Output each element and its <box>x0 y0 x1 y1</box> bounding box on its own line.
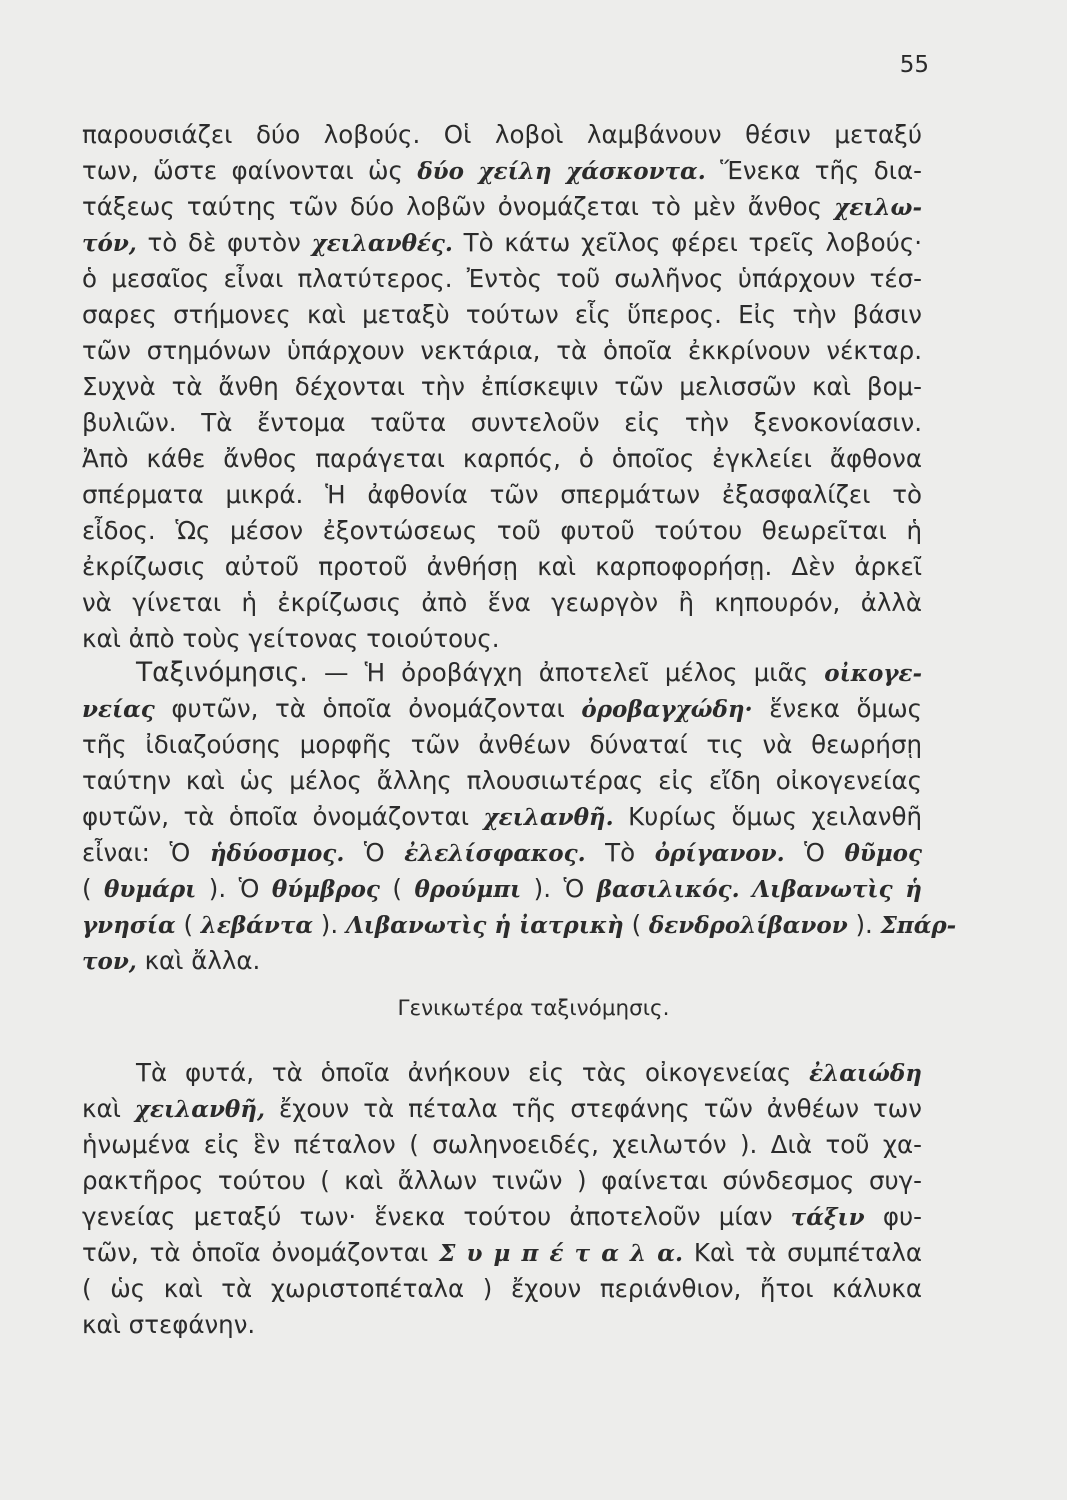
emphasized-term: Λιβανωτὶς ἡ <box>752 876 922 903</box>
emphasized-term: Σ υ μ π έ τ α λ α. <box>439 1240 684 1267</box>
text-line <box>82 1235 922 1272</box>
emphasized-term: θρούμπι <box>414 876 522 903</box>
text-line <box>82 1307 922 1343</box>
text-run: φυτῶν, τὰ ὁποῖα ὀνομάζονται <box>154 694 582 723</box>
text-run: σπέρματα μικρά. Ἡ ἀφθονία τῶν σπερμάτων ἐξασφαλίζει τὸ <box>82 480 922 509</box>
text-run: Ὁ <box>344 838 405 867</box>
text-line <box>82 477 922 513</box>
text-line <box>82 1163 922 1199</box>
text-line <box>82 441 922 477</box>
text-run: Τὰ φυτά, τὰ ὁποῖα ἀνήκουν εἰς τὰς οἰκογενείας <box>136 1058 810 1087</box>
emphasized-term: τον, <box>82 948 137 975</box>
text-run: ( <box>175 910 201 939</box>
text-line <box>82 549 922 585</box>
emphasized-term: λεβάντα <box>200 912 314 939</box>
emphasized-term: δύο χείλη χάσκοντα. <box>417 158 706 185</box>
emphasized-term: χειλανθῆ. <box>483 804 614 831</box>
text-line <box>136 655 922 692</box>
text-line <box>82 117 922 153</box>
text-line <box>82 297 922 333</box>
text-run: Τὸ κάτω χεῖλος φέρει τρεῖς λοβούς· <box>452 228 922 257</box>
text-line <box>82 1271 922 1307</box>
text-run: νὰ γίνεται ἡ ἐκρίζωσις ἀπὸ ἕνα γεωργὸν ἢ κηπουρόν, ἀλλὰ <box>82 588 922 617</box>
text-run: φυ- <box>864 1202 923 1231</box>
text-run: ). <box>847 910 881 939</box>
text-run: ( <box>379 874 415 903</box>
emphasized-term: ὀροβαγχώδη· <box>581 696 753 723</box>
text-run: σαρες στήμονες καὶ μεταξὺ τούτων εἷς ὕπερος. Εἰς τὴν βάσιν <box>82 300 922 329</box>
text-run: των, ὥστε φαίνονται ὡς <box>82 156 418 185</box>
text-run: ). <box>313 910 346 939</box>
text-run: καὶ <box>82 1094 135 1123</box>
text-run: Ὁ <box>784 838 845 867</box>
text-run: τῶν στημόνων ὑπάρχουν νεκτάρια, τὰ ὁποῖα ἐκκρίνουν νέκταρ. <box>82 336 922 365</box>
text-run: ἕνεκα ὅμως <box>752 694 923 723</box>
text-run: ὁ μεσαῖος εἶναι πλατύτερος. Ἐντὸς τοῦ σωλῆνος ὑπάρχουν τέσ- <box>82 264 922 293</box>
emphasized-term: ἐλαιώδη <box>809 1060 922 1087</box>
text-line <box>82 763 922 799</box>
emphasized-term: θῦμος <box>844 840 922 867</box>
text-line <box>82 513 922 549</box>
text-run: τάξεως ταύτης τῶν δύο λοβῶν ὀνομάζεται τὸ μὲν ἄνθος <box>82 192 835 221</box>
text-line <box>82 1127 922 1163</box>
emphasized-term: Λιβανωτὶς ἡ ἰατρικὴ <box>345 912 624 939</box>
text-line <box>82 943 922 980</box>
text-run: ( <box>623 910 649 939</box>
text-run: τῶν, τὰ ὁποῖα ὀνομάζονται <box>82 1238 440 1267</box>
emphasized-term: τάξιν <box>790 1204 865 1231</box>
text-run: καὶ ἀπὸ τοὺς γείτονας τοιούτους. <box>82 624 500 653</box>
text-line <box>82 153 922 190</box>
text-line <box>82 799 922 836</box>
text-run: ἡνωμένα εἰς ἓν πέταλον ( σωληνοειδές, χειλωτόν ). Διὰ τοῦ χα- <box>82 1130 922 1159</box>
page-number: 55 <box>899 52 929 78</box>
text-line <box>82 369 922 405</box>
text-run: Συχνὰ τὰ ἄνθη δέχονται τὴν ἐπίσκεψιν τῶν μελισσῶν καὶ βομ- <box>82 372 922 401</box>
text-run: ( <box>82 874 105 903</box>
text-line <box>82 1199 922 1236</box>
text-line <box>136 1055 922 1092</box>
emphasized-term: οἰκογε- <box>824 660 922 687</box>
text-line <box>82 621 922 657</box>
text-run: ). Ὁ <box>196 874 272 903</box>
emphasized-term: νείας <box>82 696 155 723</box>
text-line <box>82 225 922 262</box>
text-run: καὶ στεφάνην. <box>82 1310 256 1339</box>
text-run: ἔχουν τὰ πέταλα τῆς στεφάνης τῶν ἀνθέων των <box>264 1094 922 1123</box>
text-run: παρουσιάζει δύο λοβούς. Οἱ λοβοὶ λαμβάνουν θέσιν μεταξύ <box>82 120 922 149</box>
text-run: ταύτην καὶ ὡς μέλος ἄλλης πλουσιωτέρας εἰς εἴδη οἰκογενείας <box>82 766 922 795</box>
text-line <box>82 333 922 369</box>
emphasized-term: δενδρολίβανον <box>648 912 848 939</box>
text-run: ). Ὁ <box>521 874 597 903</box>
emphasized-term: χειλανθῆ, <box>134 1096 265 1123</box>
emphasized-term: Σπάρ- <box>880 912 957 939</box>
text-line <box>82 835 922 872</box>
text-run: Τὸ <box>585 838 655 867</box>
text-run: Ἕνεκα τῆς δια- <box>705 156 923 185</box>
text-run <box>740 874 752 903</box>
inline-heading: Ταξινόμησις. <box>136 657 308 688</box>
text-line <box>82 871 922 908</box>
text-line <box>82 405 922 441</box>
text-run: τῆς ἰδιαζούσης μορφῆς τῶν ἀνθέων δύναταί τις νὰ θεωρήσῃ <box>82 730 922 759</box>
emphasized-term: χειλω- <box>834 194 922 221</box>
emphasized-term: ὀρίγανον. <box>654 840 785 867</box>
emphasized-term: χειλανθές. <box>311 230 453 257</box>
text-run: — Ἡ ὀροβάγχη ἀποτελεῖ μέλος μιᾶς <box>307 658 825 687</box>
text-line <box>82 1091 922 1128</box>
text-run: Ἀπὸ κάθε ἄνθος παράγεται καρπός, ὁ ὁποῖος ἐγκλείει ἄφθονα <box>82 444 922 473</box>
text-run: ( ὡς καὶ τὰ χωριστοπέταλα ) ἔχουν περιάνθιον, ἤτοι κάλυκα <box>82 1274 922 1303</box>
emphasized-term: θύμβρος <box>271 876 380 903</box>
emphasized-term: τόν, <box>82 230 137 257</box>
text-line <box>82 691 922 728</box>
text-run: Κυρίως ὅμως χειλανθῆ <box>613 802 922 831</box>
text-run: καὶ ἄλλα. <box>136 946 261 975</box>
emphasized-term: γνησία <box>82 912 176 939</box>
text-line <box>82 727 922 763</box>
text-line <box>82 585 922 621</box>
text-line <box>82 907 957 944</box>
text-line <box>82 189 922 226</box>
text-run: εἶναι: Ὁ <box>82 838 210 867</box>
text-run: Καὶ τὰ συμπέταλα <box>683 1238 922 1267</box>
text-run: ρακτῆρος τούτου ( καὶ ἄλλων τινῶν ) φαίνεται σύνδεσμος συγ- <box>82 1166 922 1195</box>
text-run: εἶδος. Ὡς μέσον ἐξοντώσεως τοῦ φυτοῦ τούτου θεωρεῖται ἡ <box>82 516 922 545</box>
text-run: φυτῶν, τὰ ὁποῖα ὀνομάζονται <box>82 802 484 831</box>
emphasized-term: ἐλελίσφακος. <box>404 840 586 867</box>
text-run: τὸ δὲ φυτὸν <box>136 228 312 257</box>
text-line <box>82 261 922 297</box>
text-run: γενείας μεταξύ των· ἕνεκα τούτου ἀποτελοῦν μίαν <box>82 1202 791 1231</box>
emphasized-term: θυμάρι <box>104 876 197 903</box>
emphasized-term: ἡδύοσμος. <box>209 840 345 867</box>
section-heading: Γενικωτέρα ταξινόμησις. <box>397 996 670 1021</box>
text-run: βυλιῶν. Τὰ ἔντομα ταῦτα συντελοῦν εἰς τὴν ξενοκονίασιν. <box>82 408 922 437</box>
text-run: ἐκρίζωσις αὐτοῦ προτοῦ ἀνθήσῃ καὶ καρποφορήσῃ. Δὲν ἀρκεῖ <box>82 552 922 581</box>
emphasized-term: βασιλικός. <box>596 876 740 903</box>
